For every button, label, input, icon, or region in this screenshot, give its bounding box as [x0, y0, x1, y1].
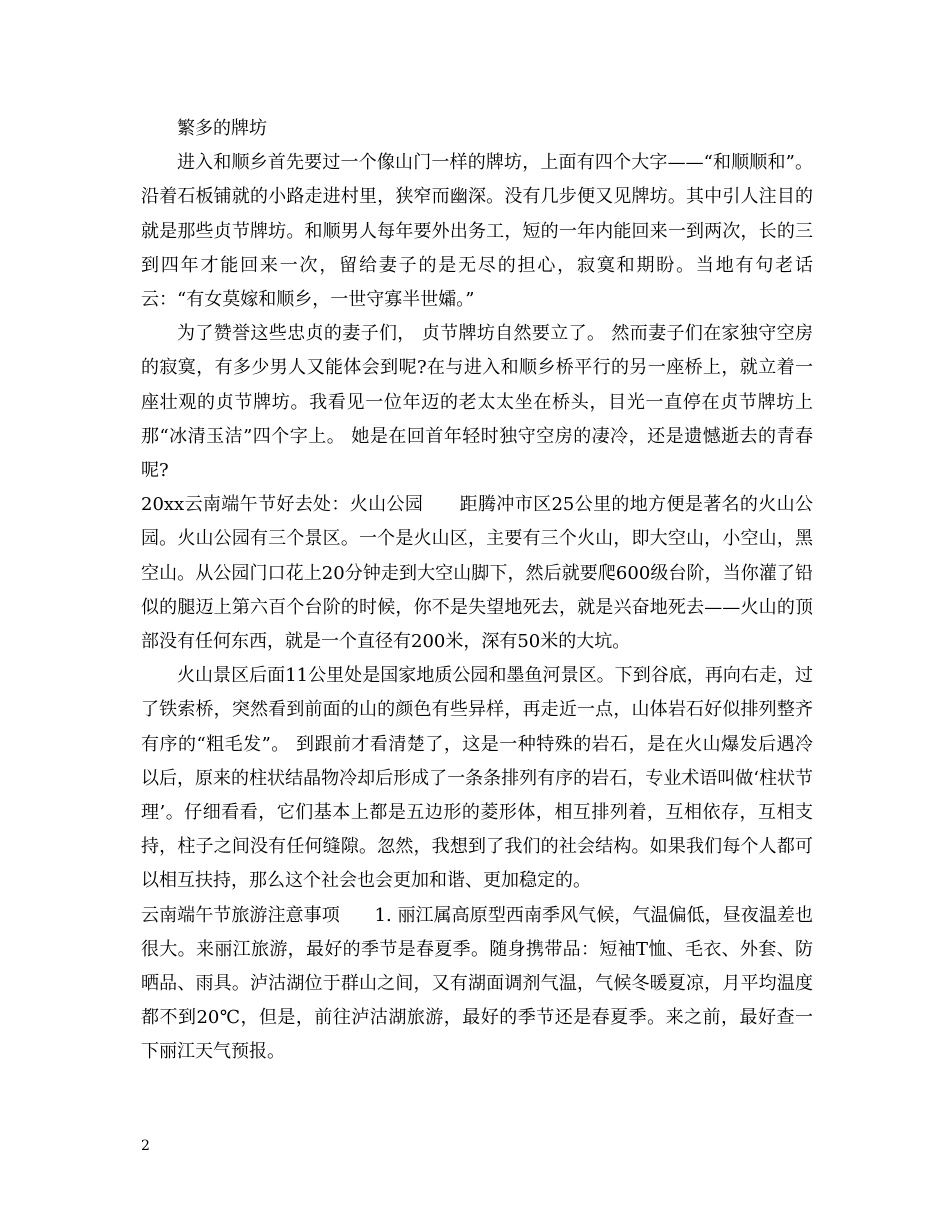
paragraph-geology-park: 火山景区后面11公里处是国家地质公园和墨鱼河景区。下到谷底，再向右走，过了铁索桥，突然看到前面的山的颜色有些异样，再走近一点，山体岩石好似排列整齐有序的“粗毛发”。 到跟前才看清楚了，这是一种特殊的岩石，是在火山爆发后遇冷以后，原来的柱状结晶物冷却后形成了一条条排列有序的岩石，专业术语叫做‘柱状节理’。仔细看看，它们基本上都是五边形的菱形体，相互排列着，互相依存，互相支持，柱子之间没有任何缝隙。忽然，我想到了我们的社会结构。如果我们每个人都可以相互扶持，那么这个社会也会更加和谐、更加稳定的。	[141, 665, 813, 892]
paragraph-hexiang-paifang: 进入和顺乡首先要过一个像山门一样的牌坊，上面有四个大字——“和顺顺和”。沿着石板铺就的小路走进村里，狭窄而幽深。没有几步便又见牌坊。其中引人注目的就是那些贞节牌坊。和顺男人每年要外出务工，短的一年内能回来一到两次，长的三到四年才能回来一次，留给妻子的是无尽的担心，寂寞和期盼。当地有句老话云：“有女莫嫁和顺乡，一世守寡半世孀。”	[141, 152, 813, 311]
page-number: 2	[141, 1138, 150, 1154]
paragraph-zhenjie-paifang: 为了赞誉这些忠贞的妻子们， 贞节牌坊自然要立了。 然而妻子们在家独守空房的寂寞，有多少男人又能体会到呢?在与进入和顺乡桥平行的另一座桥上，就立着一座壮观的贞节牌坊。我看见一位年迈的老太太坐在桥头，目光一直停在贞节牌坊上那“冰清玉洁”四个字上。 她是在回首年轻时独守空房的凄冷，还是遗憾逝去的青春呢?	[141, 323, 813, 482]
section-heading-paifang: 繁多的牌坊	[177, 118, 267, 139]
paragraph-travel-tips: 云南端午节旅游注意事项 1. 丽江属高原型西南季风气候，气温偏低，昼夜温差也很大。来丽江旅游，最好的季节是春夏季。随身携带品：短袖T恤、毛衣、外套、防晒品、雨具。泸沽湖位于群山之间，又有湖面调剂气温，气候冬暖夏凉，月平均温度都不到20℃，但是，前往泸沽湖旅游，最好的季节还是春夏季。来之前，最好查一下丽江天气预报。	[141, 904, 813, 1063]
paragraph-volcano-park: 20xx云南端午节好去处：火山公园 距腾冲市区25公里的地方便是著名的火山公园。火山公园有三个景区。一个是火山区，主要有三个火山，即大空山，小空山，黑空山。从公园门口花上20分钟走到大空山脚下，然后就要爬600级台阶，当你灌了铅似的腿迈上第六百个台阶的时候，你不是失望地死去，就是兴奋地死去——火山的顶部没有任何东西，就是一个直径有200米，深有50米的大坑。	[141, 494, 813, 653]
document-body	[141, 112, 813, 1070]
